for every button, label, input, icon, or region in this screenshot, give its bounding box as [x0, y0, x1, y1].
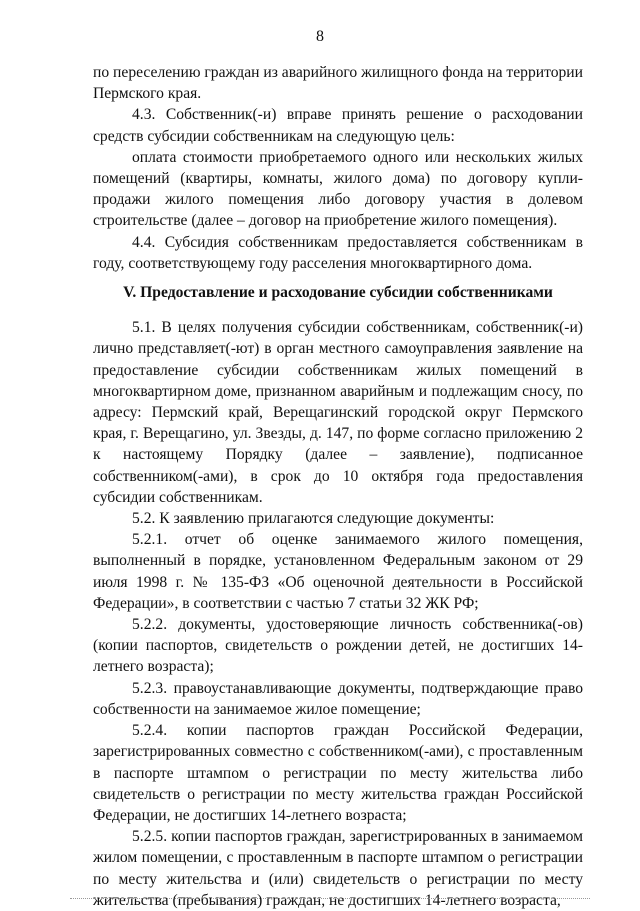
paragraph-5-2: 5.2. К заявлению прилагаются следующие документы:	[132, 510, 495, 528]
paragraph-4-4: 4.4. Субсидия собственникам предоставляется собственникам в году, соответствующему году расселения многоквартирного дома.	[93, 233, 583, 272]
paragraph-5-2-1: 5.2.1. отчет об оценке занимаемого жилого помещения, выполненный в порядке, установленном Федеральным законом от 29 июля 1998 г. № 135-ФЗ «Об оценочной деятельности в Российской Федерации», в соответствии с частью 7 статьи 32 ЖК РФ;	[93, 531, 583, 612]
paragraph-5-2-2: 5.2.2. документы, удостоверяющие личность собственника(-ов) (копии паспортов, свидетельств о рождении детей, не достигших 14-летнего возраста);	[93, 616, 583, 676]
page-bottom-edge	[70, 898, 590, 899]
document-body	[93, 62, 583, 911]
paragraph-4-3: 4.3. Собственник(-и) вправе принять решение о расходовании средств субсидии собственникам на следующую цель:	[93, 106, 583, 145]
paragraph-purpose: оплата стоимости приобретаемого одного или нескольких жилых помещений (квартиры, комнаты, жилого дома) по договору купли-продажи жилого помещения либо договору участия в долевом строительстве (далее – договор на приобретение жилого помещения).	[93, 148, 583, 230]
page-number: 8	[316, 28, 324, 45]
section-heading: V. Предоставление и расходование субсидии собственниками	[123, 284, 553, 302]
paragraph-5-2-3: 5.2.3. правоустанавливающие документы, подтверждающие право собственности на занимаемое жилое помещение;	[93, 679, 583, 718]
paragraph-5-2-5: 5.2.5. копии паспортов граждан, зарегистрированных в занимаемом жилом помещении, с проставленным в паспорте штампом о регистрации по месту жительства и (или) свидетельств о регистрации по месту жительства (пребывания) граждан, не достигших 14-летнего возраста,	[93, 828, 583, 909]
paragraph-continuation: по переселению граждан из аварийного жилищного фонда на территории Пермского края.	[93, 64, 583, 103]
paragraph-5-1: 5.1. В целях получения субсидии собственникам, собственник(-и) лично представляет(-ют) в орган местного самоуправления заявление на предоставление субсидии собственникам жилых помещений в многоквартирном доме, признанном аварийным и подлежащим сносу, по адресу: Пермский край, Верещагинский городской округ Пермского края, г. Верещагино, ул. Звезды, д. 147, по форме согласно приложению 2 к настоящему Порядку (далее – заявление), подписанное собственником(-ами), в срок до 10 октября года предоставления субсидии собственникам.	[93, 319, 583, 506]
paragraph-5-2-4: 5.2.4. копии паспортов граждан Российской Федерации, зарегистрированных совместно с собственником(-ами), с проставленным в паспорте штампом о регистрации по месту жительства либо свидетельств о регистрации по месту жительства граждан Российской Федерации, не достигших 14-летнего возраста;	[93, 722, 583, 824]
